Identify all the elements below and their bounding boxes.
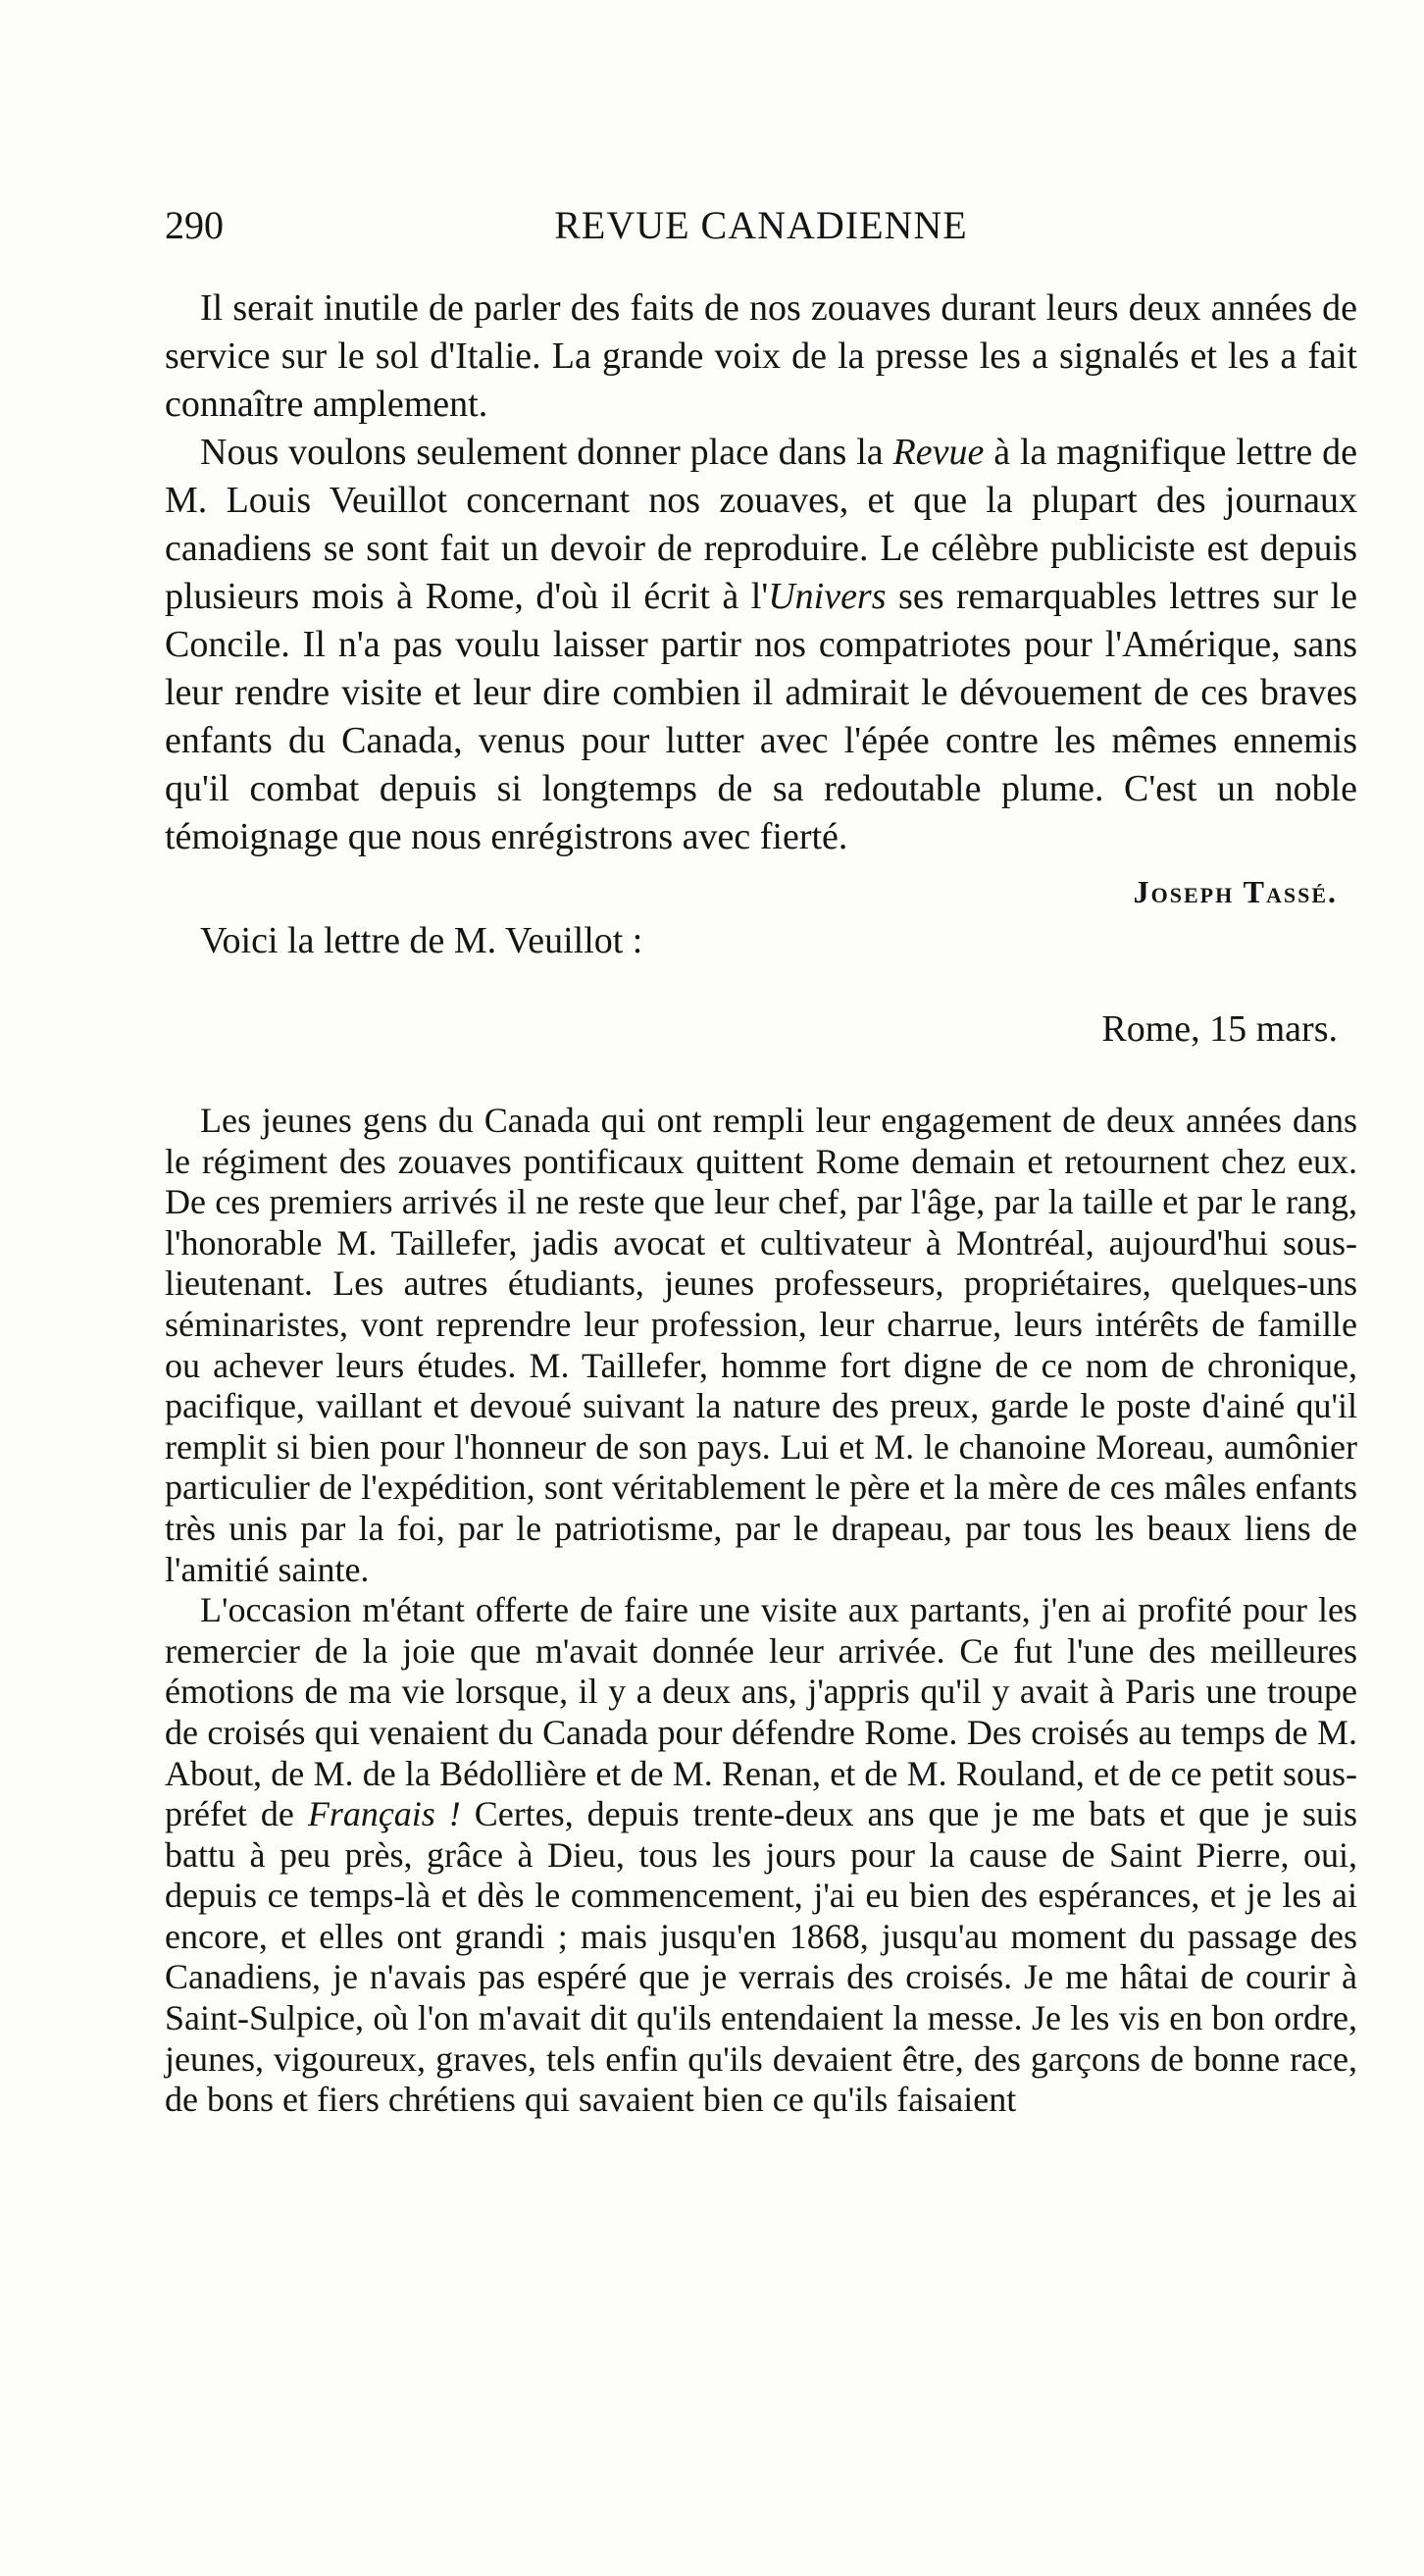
- letter-introduction: Voici la lettre de M. Veuillot :: [200, 920, 643, 961]
- author-signature: Joseph Tassé.: [1133, 874, 1338, 909]
- italic-title-univers: Univers: [768, 576, 887, 617]
- letter-paragraph: L'occasion m'étant offerte de faire une visite aux partants, j'en ai profité pour les remercier de la joie que m'avait donnée leur arrivée. Ce fut l'une des meilleures émotions de ma vie lorsque, il y a deux ans, j'appris qu'il y avait à Paris une troupe de croisés qui venaient du Canada pour défendre Rome. Des croisés au temps de M. About, de M. de la Bédollière et de M. Renan, et de M. Rouland, et de ce petit sous-préfet de Français ! Certes, depuis trente-deux ans que je me bats et que je suis battu à peu près, grâce à Dieu, tous les jours pour la cause de Saint Pierre, oui, depuis ce temps-là et dès le commencement, j'ai eu bien des espérances, et je les ai encore, et elles ont grandi ; mais jusqu'en 1868, jusqu'au moment du passage des Canadiens, je n'avais pas espéré que je verrais des croisés. Je me hâtai de courir à Saint-Sulpice, où l'on m'avait dit qu'ils entendaient la messe. Je les vis en bon ordre, jeunes, vigoureux, graves, tels enfin qu'ils devaient être, des garçons de bonne race, de bons et fiers chrétiens qui savaient bien ce qu'ils faisaient: [165, 1590, 1357, 2120]
- introduction: [165, 284, 1357, 916]
- italic-title-revue: Revue: [892, 432, 985, 473]
- letter-body: [165, 1101, 1357, 2121]
- letter-paragraph: Les jeunes gens du Canada qui ont rempli leur engagement de deux années dans le régiment des zouaves pontificaux quittent Rome demain et retournent chez eux. De ces premiers arrivés il ne reste que leur chef, par l'âge, par la taille et par le rang, l'honorable M. Taillefer, jadis avocat et cultivateur à Montréal, aujourd'hui sous-lieutenant. Les autres étudiants, jeunes professeurs, propriétaires, quelques-uns séminaristes, vont reprendre leur profession, leur charrue, leurs intérêts de famille ou achever leurs études. M. Taillefer, homme fort digne de ce nom de chronique, pacifique, vaillant et devoué suivant la nature des preux, garde le poste d'ainé qu'il remplit si bien pour l'honneur de son pays. Lui et M. le chanoine Moreau, aumônier particulier de l'expédition, sont véritablement le père et la mère de ces mâles enfants très unis par la foi, par le patriotisme, par le drapeau, par tous les beaux liens de l'amitié sainte.: [165, 1101, 1357, 1589]
- intro-paragraph: Il serait inutile de parler des faits de nos zouaves durant leurs deux années de service sur le sol d'Italie. La grande voix de la presse les a signalés et les a fait connaître amplement.: [165, 287, 1357, 425]
- intro-paragraph: Nous voulons seulement donner place dans la Revue à la magnifique lettre de M. Louis Veuillot concernant nos zouaves, et que la plupart des journaux canadiens se sont fait un devoir de reproduire. Le célèbre publiciste est depuis plusieurs mois à Rome, d'où il écrit à l'Univers ses remarquables lettres sur le Concile. Il n'a pas voulu laisser partir nos compatriotes pour l'Amérique, sans leur rendre visite et leur dire combien il admirait le dévouement de ces braves enfants du Canada, venus pour lutter avec l'épée contre les mêmes ennemis qu'il combat depuis si longtemps de sa redoutable plume. C'est un noble témoignage que nous enrégistrons avec fierté.: [165, 432, 1358, 857]
- page: [165, 196, 1357, 2121]
- letter-dateline: Rome, 15 mars.: [1101, 1008, 1338, 1050]
- page-number: 290: [165, 203, 224, 247]
- running-title: REVUE CANADIENNE: [554, 203, 968, 247]
- italic-word-francais: Français !: [307, 1794, 461, 1834]
- page-header: [165, 196, 1357, 255]
